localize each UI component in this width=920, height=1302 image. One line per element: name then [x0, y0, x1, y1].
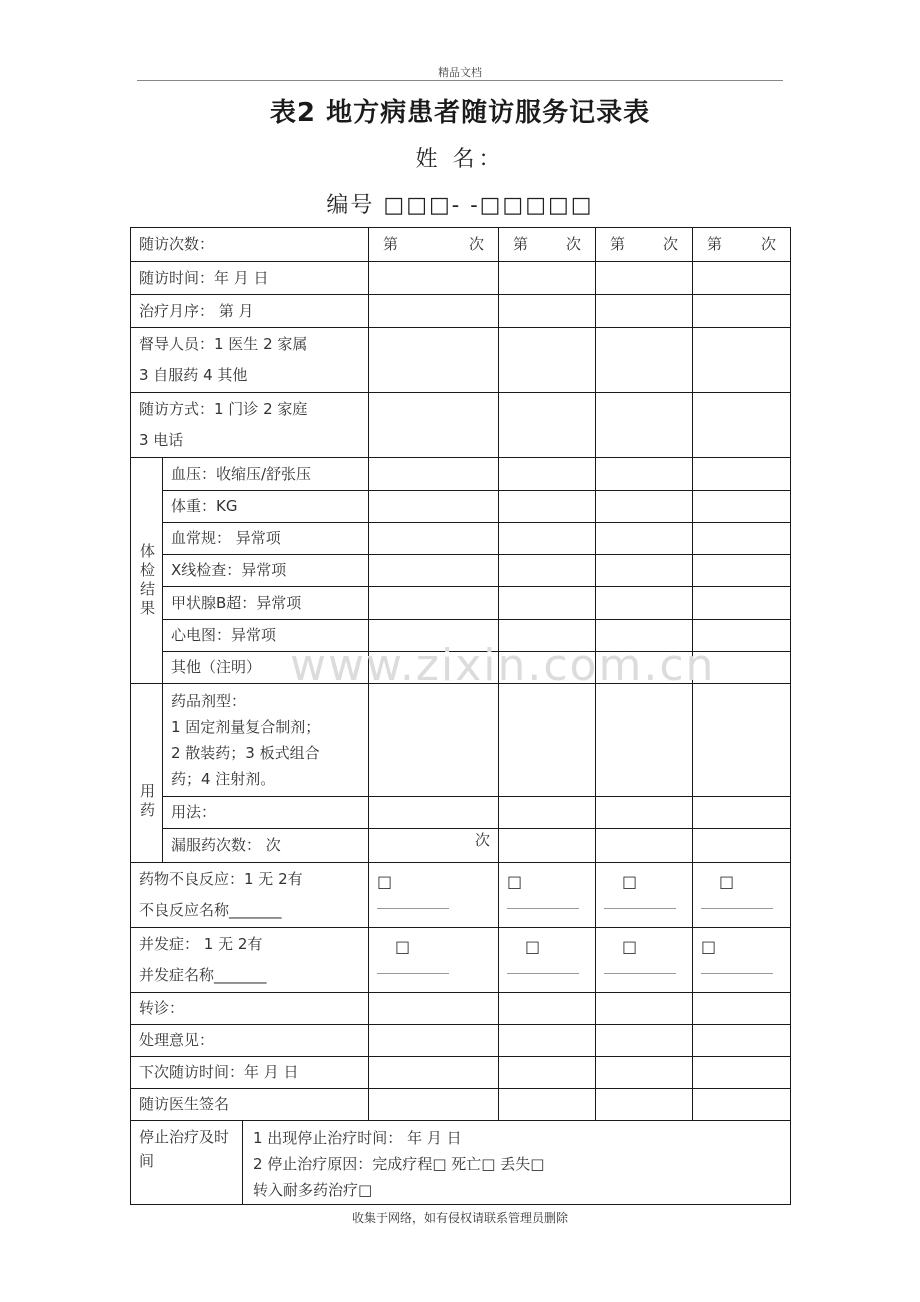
stop-line-3[interactable]: 转入耐多药治疗□: [253, 1181, 373, 1199]
complication-cell[interactable]: [499, 928, 596, 993]
entry-cell[interactable]: [693, 1025, 791, 1057]
blank-line: [604, 908, 676, 909]
entry-cell[interactable]: [499, 797, 596, 829]
supervisor-label: [131, 328, 369, 393]
visit-col-1: [369, 228, 499, 262]
watermark: www.zixin.com.cn: [290, 640, 716, 691]
code-label: 编号 □□□- -□□□□□: [326, 193, 594, 218]
visit-ci: 次: [566, 235, 582, 253]
entry-cell[interactable]: [596, 1089, 693, 1121]
treatment-month-label: 治疗月序： 第 月: [131, 295, 369, 328]
entry-cell[interactable]: [596, 555, 693, 587]
entry-cell[interactable]: [499, 1057, 596, 1089]
stop-line-2[interactable]: 2 停止治疗原因：完成疗程□ 死亡□ 丢失□: [253, 1155, 545, 1173]
entry-cell[interactable]: [369, 1089, 499, 1121]
complication-line-2: 并发症名称_______: [139, 966, 267, 984]
usage-label: 用法：: [163, 797, 369, 829]
entry-cell[interactable]: [369, 491, 499, 523]
xray-label: X线检查：异常项: [163, 555, 369, 587]
checkbox[interactable]: □: [507, 872, 523, 891]
visit-time-label: 随访时间：年 月 日: [131, 262, 369, 295]
complication-cell[interactable]: [693, 928, 791, 993]
blank-line: [507, 908, 579, 909]
entry-cell[interactable]: [369, 993, 499, 1025]
header-divider: [137, 80, 783, 81]
blank-line: [701, 908, 773, 909]
visit-count-label: 随访次数：: [131, 228, 369, 262]
visit-di: 第: [513, 235, 529, 253]
dosage-line-4: 药；4 注射剂。: [171, 770, 276, 788]
complication-cell[interactable]: [596, 928, 693, 993]
checkbox[interactable]: □: [719, 872, 735, 891]
entry-cell[interactable]: [499, 587, 596, 620]
entry-cell[interactable]: [596, 587, 693, 620]
checkbox[interactable]: □: [622, 872, 638, 891]
entry-cell[interactable]: [499, 829, 596, 863]
weight-label: 体重：KG: [163, 491, 369, 523]
entry-cell[interactable]: [369, 262, 499, 295]
entry-cell[interactable]: [369, 829, 499, 863]
medication-group-label: [131, 684, 163, 863]
entry-cell[interactable]: [693, 993, 791, 1025]
entry-cell[interactable]: [369, 587, 499, 620]
adverse-cell[interactable]: [369, 863, 499, 928]
visit-ci: 次: [663, 235, 679, 253]
entry-cell[interactable]: [693, 555, 791, 587]
page-footer: 收集于网络，如有侵权请联系管理员删除: [351, 1211, 568, 1225]
visit-di: 第: [383, 235, 399, 253]
adverse-cell[interactable]: [693, 863, 791, 928]
visit-method-line-2: 3 电话: [139, 431, 184, 449]
entry-cell[interactable]: [369, 523, 499, 555]
visit-ci: 次: [761, 235, 777, 253]
blank-line: [604, 973, 676, 974]
dosage-line-1: 药品剂型：: [171, 692, 247, 710]
entry-cell[interactable]: [596, 491, 693, 523]
ecg-label: 心电图：异常项: [163, 620, 369, 652]
entry-cell[interactable]: [369, 684, 499, 797]
entry-cell[interactable]: [693, 393, 791, 458]
checkbox[interactable]: □: [525, 937, 541, 956]
entry-cell[interactable]: [596, 1057, 693, 1089]
adverse-line-1: 药物不良反应：1 无 2有: [139, 870, 303, 888]
entry-cell[interactable]: [369, 295, 499, 328]
opinion-label: 处理意见：: [131, 1025, 369, 1057]
complication-line-1: 并发症： 1 无 2有: [139, 935, 263, 953]
blank-line: [377, 973, 449, 974]
stop-line-1: 1 出现停止治疗时间： 年 月 日: [253, 1129, 462, 1147]
adverse-line-2: 不良反应名称_______: [139, 901, 282, 919]
entry-cell[interactable]: [693, 684, 791, 797]
entry-cell[interactable]: [596, 684, 693, 797]
entry-cell[interactable]: [693, 491, 791, 523]
page-title: 表2 地方病患者随访服务记录表: [269, 98, 651, 128]
entry-cell[interactable]: [369, 328, 499, 393]
checkbox[interactable]: □: [622, 937, 638, 956]
entry-cell[interactable]: [596, 458, 693, 491]
missed-doses-note: 次: [475, 831, 491, 849]
blank-line: [701, 973, 773, 974]
entry-cell[interactable]: [499, 1025, 596, 1057]
entry-cell[interactable]: [369, 555, 499, 587]
entry-cell[interactable]: [369, 1057, 499, 1089]
entry-cell[interactable]: [369, 797, 499, 829]
thyroid-label: 甲状腺B超：异常项: [163, 587, 369, 620]
missed-doses-label: 漏服药次数： 次: [163, 829, 369, 863]
entry-cell[interactable]: [499, 458, 596, 491]
entry-cell[interactable]: [596, 1025, 693, 1057]
entry-cell[interactable]: [693, 587, 791, 620]
entry-cell[interactable]: [693, 523, 791, 555]
blank-line: [507, 973, 579, 974]
entry-cell[interactable]: [693, 1089, 791, 1121]
adverse-cell[interactable]: [596, 863, 693, 928]
next-visit-label: 下次随访时间：年 月 日: [131, 1057, 369, 1089]
followup-record-table: [130, 227, 791, 1205]
visit-ci: 次: [469, 235, 485, 253]
visit-di: 第: [707, 235, 723, 253]
exam-group-label: [131, 458, 163, 684]
complication-label: [131, 928, 369, 993]
referral-label: 转诊：: [131, 993, 369, 1025]
entry-cell[interactable]: [369, 458, 499, 491]
entry-cell[interactable]: [499, 993, 596, 1025]
visit-di: 第: [610, 235, 626, 253]
visit-method-label: [131, 393, 369, 458]
entry-cell[interactable]: [499, 555, 596, 587]
visit-col-4: [693, 228, 791, 262]
visit-method-line-1: 随访方式：1 门诊 2 家庭: [139, 400, 308, 418]
stop-treatment-label: 停止治疗及时间: [131, 1121, 243, 1204]
entry-cell[interactable]: [499, 328, 596, 393]
entry-cell[interactable]: [693, 1057, 791, 1089]
entry-cell[interactable]: [499, 1089, 596, 1121]
bp-label: 血压：收缩压/舒张压: [163, 458, 369, 491]
other-label: 其他（注明）: [163, 652, 369, 684]
visit-col-3: [596, 228, 693, 262]
entry-cell[interactable]: [596, 797, 693, 829]
entry-cell[interactable]: [596, 829, 693, 863]
blank-line: [377, 908, 449, 909]
entry-cell[interactable]: [693, 262, 791, 295]
stop-treatment-content: [243, 1121, 790, 1204]
entry-cell[interactable]: [499, 523, 596, 555]
entry-cell[interactable]: [693, 328, 791, 393]
entry-cell[interactable]: [499, 393, 596, 458]
dosage-line-2: 1 固定剂量复合制剂；: [171, 718, 321, 736]
entry-cell[interactable]: [693, 458, 791, 491]
entry-cell[interactable]: [499, 684, 596, 797]
dosage-form-label: [163, 684, 369, 797]
name-label: 姓 名：: [415, 147, 505, 172]
entry-cell[interactable]: [693, 797, 791, 829]
entry-cell[interactable]: [596, 262, 693, 295]
supervisor-line-1: 督导人员：1 医生 2 家属: [139, 335, 308, 353]
medication-group-text: 用药: [138, 783, 156, 821]
visit-col-2: [499, 228, 596, 262]
stop-treatment-row: [131, 1121, 791, 1205]
blood-routine-label: 血常规： 异常项: [163, 523, 369, 555]
page-header-text: 精品文档: [438, 66, 482, 79]
entry-cell[interactable]: [499, 491, 596, 523]
entry-cell[interactable]: [369, 1025, 499, 1057]
dosage-line-3: 2 散装药；3 板式组合: [171, 744, 320, 762]
checkbox[interactable]: □: [377, 872, 393, 891]
entry-cell[interactable]: [596, 295, 693, 328]
entry-cell[interactable]: [499, 295, 596, 328]
adverse-reaction-label: [131, 863, 369, 928]
entry-cell[interactable]: [693, 829, 791, 863]
supervisor-line-2: 3 自服药 4 其他: [139, 366, 248, 384]
entry-cell[interactable]: [369, 393, 499, 458]
doctor-signature-label: 随访医生签名: [131, 1089, 369, 1121]
checkbox[interactable]: □: [395, 937, 411, 956]
entry-cell[interactable]: [596, 393, 693, 458]
checkbox[interactable]: □: [701, 937, 717, 956]
entry-cell[interactable]: [499, 262, 596, 295]
entry-cell[interactable]: [596, 328, 693, 393]
entry-cell[interactable]: [596, 993, 693, 1025]
adverse-cell[interactable]: [499, 863, 596, 928]
complication-cell[interactable]: [369, 928, 499, 993]
entry-cell[interactable]: [693, 295, 791, 328]
exam-group-text: 体检结果: [138, 542, 156, 619]
entry-cell[interactable]: [596, 523, 693, 555]
